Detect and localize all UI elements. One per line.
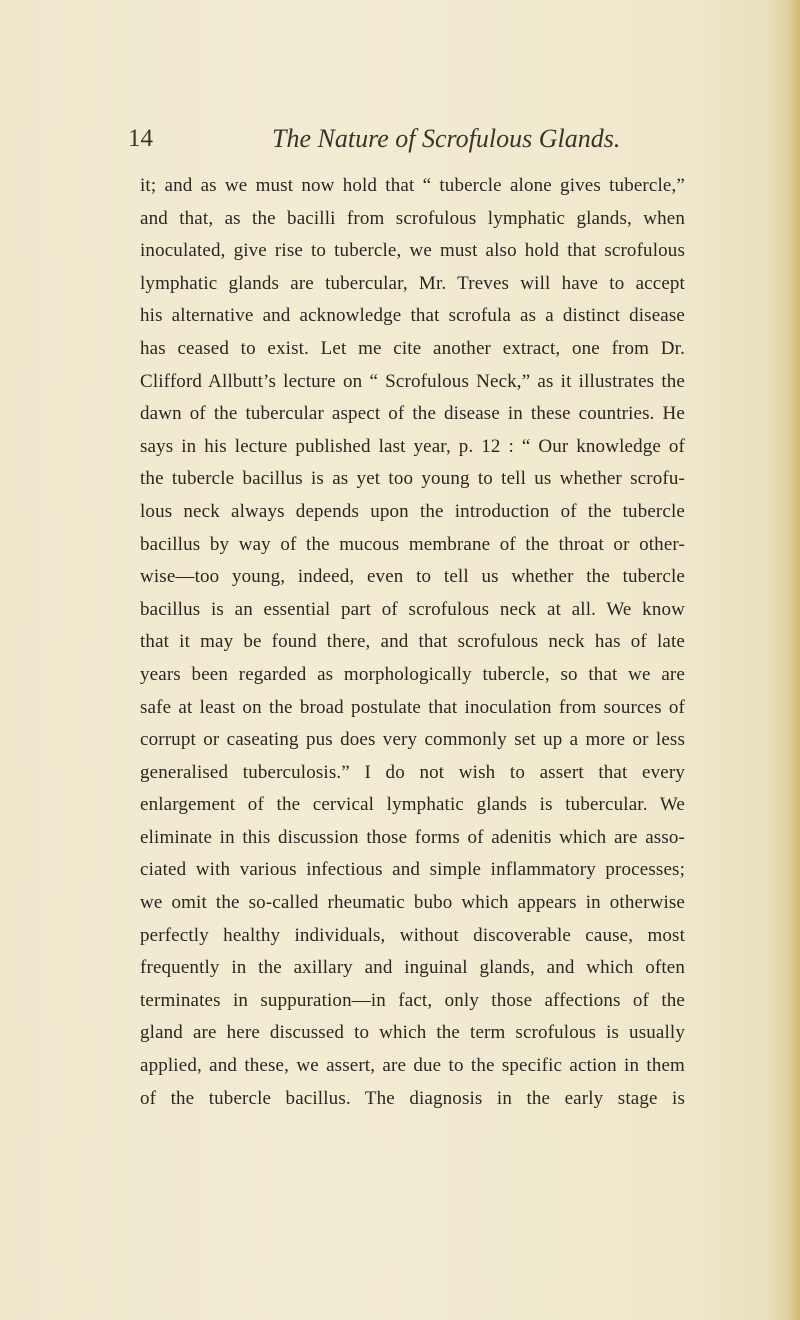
text-line: that it may be found there, and that scrofulous neck has of late — [140, 631, 685, 653]
text-line: perfectly healthy individuals, without discoverable cause, most — [140, 924, 685, 946]
text-line: lymphatic glands are tubercular, Mr. Treves will have to accept — [140, 272, 685, 294]
text-line: dawn of the tubercular aspect of the disease in these countries. He — [140, 403, 685, 425]
text-line: inoculated, give rise to tubercle, we must also hold that scrofulous — [140, 240, 685, 262]
text-line: safe at least on the broad postulate that inoculation from sources of — [140, 696, 685, 718]
text-line: enlargement of the cervical lymphatic glands is tubercular. We — [140, 794, 685, 816]
text-line: his alternative and acknowledge that scrofula as a distinct disease — [140, 305, 685, 327]
text-line: and that, as the bacilli from scrofulous lymphatic glands, when — [140, 207, 685, 229]
page-edge-shadow — [790, 0, 800, 1320]
text-line: frequently in the axillary and inguinal glands, and which often — [140, 957, 685, 979]
text-line: wise—too young, indeed, even to tell us whether the tubercle — [140, 566, 685, 588]
text-line: corrupt or caseating pus does very commonly set up a more or less — [140, 729, 685, 751]
text-line: Clifford Allbutt’s lecture on “ Scrofulous Neck,” as it illustrates the — [140, 370, 685, 392]
text-line: gland are here discussed to which the term scrofulous is usually — [140, 1022, 685, 1044]
text-line: has ceased to exist. Let me cite another extract, one from Dr. — [140, 337, 685, 359]
text-line: lous neck always depends upon the introduction of the tubercle — [140, 500, 685, 522]
text-line: terminates in suppuration—in fact, only those affections of the — [140, 989, 685, 1011]
page-number: 14 — [128, 125, 153, 152]
text-line: eliminate in this discussion those forms of adenitis which are asso- — [140, 826, 685, 848]
page-header — [128, 124, 688, 160]
text-line: we omit the so-called rheumatic bubo which appears in otherwise — [140, 892, 685, 914]
body-text — [140, 170, 685, 1115]
text-line: applied, and these, we assert, are due to the specific action in them — [140, 1055, 685, 1077]
text-line: the tubercle bacillus is as yet too young to tell us whether scrofu- — [140, 468, 685, 490]
text-line: of the tubercle bacillus. The diagnosis in the early stage is — [140, 1087, 685, 1109]
text-line: ciated with various infectious and simple inflammatory processes; — [140, 859, 685, 881]
text-line: says in his lecture published last year, p. 12 : “ Our knowledge of — [140, 435, 685, 457]
text-line: generalised tuberculosis.” I do not wish to assert that every — [140, 761, 685, 783]
text-line: it; and as we must now hold that “ tubercle alone gives tubercle,” — [140, 175, 685, 196]
text-line: bacillus is an essential part of scrofulous neck at all. We know — [140, 598, 685, 620]
text-line: bacillus by way of the mucous membrane of the throat or other- — [140, 533, 685, 555]
running-title: The Nature of Scrofulous Glands. — [272, 124, 621, 153]
text-line: years been regarded as morphologically tubercle, so that we are — [140, 663, 685, 685]
